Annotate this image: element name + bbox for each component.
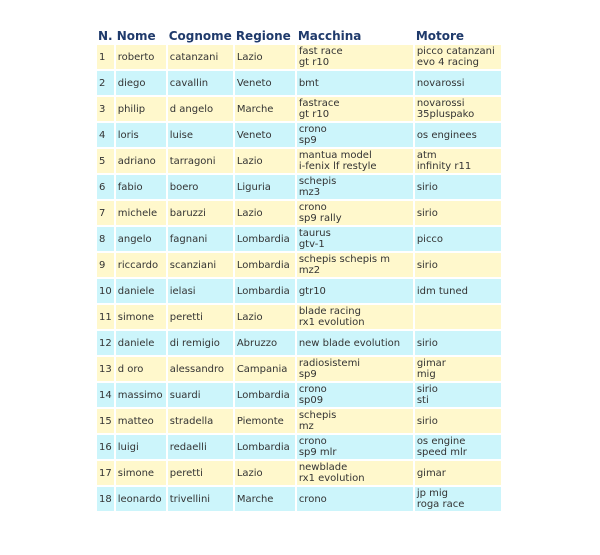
cell-number: 18 (97, 487, 114, 511)
cell-nome: adriano (116, 149, 166, 173)
cell-regione: Veneto (235, 123, 295, 147)
cell-motore-line: atm (416, 150, 437, 161)
cell-regione: Liguria (235, 175, 295, 199)
cell-motore-line: sirio (416, 259, 438, 271)
table-row (97, 123, 501, 147)
cell-cognome: stradella (168, 409, 233, 433)
cell-regione: Abruzzo (235, 331, 295, 355)
cell-motore (415, 487, 501, 511)
header-nome: Nome (116, 29, 156, 43)
cell-nome: d oro (116, 357, 166, 381)
cell-macchina-line: i-fenix lf restyle (298, 161, 377, 172)
cell-motore (415, 409, 501, 433)
cell-macchina (297, 149, 413, 173)
cell-cognome: tarragoni (168, 149, 233, 173)
participants-table (95, 26, 503, 513)
cell-cognome: scanziani (168, 253, 233, 277)
cell-macchina (297, 45, 413, 69)
cell-number: 11 (97, 305, 114, 329)
cell-cognome: redaelli (168, 435, 233, 459)
cell-nome: simone (116, 305, 166, 329)
cell-motore (415, 279, 501, 303)
cell-motore (415, 149, 501, 173)
cell-macchina-line: schepis (298, 176, 337, 187)
cell-regione: Campania (235, 357, 295, 381)
cell-macchina (297, 305, 413, 329)
cell-motore (415, 97, 501, 121)
table-header-row (97, 28, 501, 43)
cell-macchina-line: crono (298, 493, 327, 505)
cell-regione: Lombardia (235, 383, 295, 407)
cell-macchina-line: schepis schepis m (298, 254, 390, 265)
cell-regione: Marche (235, 97, 295, 121)
cell-motore (415, 461, 501, 485)
cell-motore (415, 123, 501, 147)
cell-number: 15 (97, 409, 114, 433)
cell-cognome: luise (168, 123, 233, 147)
cell-nome: fabio (116, 175, 166, 199)
cell-number: 13 (97, 357, 114, 381)
cell-motore (415, 253, 501, 277)
cell-macchina (297, 357, 413, 381)
cell-motore-line: os enginees (416, 129, 477, 141)
cell-macchina-line: taurus (298, 228, 331, 239)
cell-macchina-line: sp9 rally (298, 213, 342, 224)
cell-macchina (297, 487, 413, 511)
header-number: N. (98, 29, 113, 43)
cell-macchina-line: radiosistemi (298, 358, 361, 369)
cell-macchina-line: gt r10 (298, 57, 330, 68)
table-row (97, 357, 501, 381)
cell-number: 7 (97, 201, 114, 225)
cell-macchina-line: mz3 (298, 187, 321, 198)
cell-nome: michele (116, 201, 166, 225)
cell-macchina (297, 435, 413, 459)
cell-motore-line: sti (416, 395, 429, 406)
cell-macchina (297, 97, 413, 121)
cell-regione: Lombardia (235, 253, 295, 277)
cell-regione: Piemonte (235, 409, 295, 433)
cell-motore-line: speed mlr (416, 447, 467, 458)
cell-macchina-line: newblade (298, 462, 348, 473)
cell-macchina-line: schepis (298, 410, 337, 421)
cell-motore-line: idm tuned (416, 285, 468, 297)
cell-motore (415, 305, 501, 329)
cell-macchina-line: crono (298, 124, 327, 135)
table-row (97, 175, 501, 199)
cell-nome: daniele (116, 331, 166, 355)
cell-motore-line: picco catanzani (416, 46, 495, 57)
cell-macchina (297, 461, 413, 485)
cell-regione: Lazio (235, 305, 295, 329)
cell-number: 6 (97, 175, 114, 199)
cell-nome: luigi (116, 435, 166, 459)
cell-macchina-line: crono (298, 384, 327, 395)
cell-nome: roberto (116, 45, 166, 69)
cell-cognome: baruzzi (168, 201, 233, 225)
cell-macchina-line: mz (298, 421, 314, 432)
cell-motore (415, 175, 501, 199)
cell-number: 16 (97, 435, 114, 459)
cell-macchina-line: blade racing (298, 306, 361, 317)
cell-motore-line: evo 4 racing (416, 57, 479, 68)
header-cognome: Cognome (168, 29, 232, 43)
header-motore: Motore (415, 29, 465, 43)
cell-nome: leonardo (116, 487, 166, 511)
cell-motore-line: os engine (416, 436, 466, 447)
cell-cognome: catanzani (168, 45, 233, 69)
cell-macchina-line: mantua model (298, 150, 372, 161)
table-row (97, 409, 501, 433)
cell-number: 12 (97, 331, 114, 355)
cell-macchina (297, 175, 413, 199)
cell-nome: matteo (116, 409, 166, 433)
cell-cognome: alessandro (168, 357, 233, 381)
cell-motore-line: gimar (416, 467, 446, 479)
cell-motore (415, 45, 501, 69)
cell-macchina-line: gt r10 (298, 109, 330, 120)
cell-nome: massimo (116, 383, 166, 407)
cell-macchina-line: gtr10 (298, 285, 326, 297)
cell-macchina (297, 279, 413, 303)
cell-motore-line: roga race (416, 499, 465, 510)
cell-macchina-line: sp9 (298, 369, 317, 380)
cell-motore-line: mig (416, 369, 436, 380)
header-macchina: Macchina (297, 29, 362, 43)
cell-motore (415, 435, 501, 459)
cell-motore (415, 71, 501, 95)
cell-number: 9 (97, 253, 114, 277)
cell-motore-line: sirio (416, 207, 438, 219)
cell-motore (415, 331, 501, 355)
cell-nome: diego (116, 71, 166, 95)
cell-motore-line: infinity r11 (416, 161, 472, 172)
cell-cognome: ielasi (168, 279, 233, 303)
table-row (97, 331, 501, 355)
cell-cognome: peretti (168, 305, 233, 329)
cell-macchina-line: rx1 evolution (298, 317, 365, 328)
table-row (97, 383, 501, 407)
cell-motore-line: jp mig (416, 488, 448, 499)
cell-macchina (297, 383, 413, 407)
cell-macchina-line: crono (298, 436, 327, 447)
cell-motore-line: 35pluspako (416, 109, 475, 120)
cell-nome: riccardo (116, 253, 166, 277)
cell-motore-line: sirio (416, 415, 438, 427)
cell-number: 17 (97, 461, 114, 485)
cell-number: 2 (97, 71, 114, 95)
cell-number: 1 (97, 45, 114, 69)
cell-regione: Lazio (235, 461, 295, 485)
cell-nome: philip (116, 97, 166, 121)
cell-macchina-line: rx1 evolution (298, 473, 365, 484)
cell-macchina (297, 71, 413, 95)
cell-motore-line: sirio (416, 181, 438, 193)
cell-macchina-line: bmt (298, 77, 319, 89)
header-regione: Regione (235, 29, 291, 43)
cell-motore (415, 227, 501, 251)
cell-motore-line: sirio (416, 384, 438, 395)
cell-regione: Veneto (235, 71, 295, 95)
cell-macchina-line: sp9 mlr (298, 447, 337, 458)
cell-nome: loris (116, 123, 166, 147)
cell-macchina-line: fast race (298, 46, 343, 57)
cell-number: 14 (97, 383, 114, 407)
cell-macchina-line: crono (298, 202, 327, 213)
cell-motore-line: picco (416, 233, 444, 245)
cell-regione: Lombardia (235, 227, 295, 251)
cell-number: 10 (97, 279, 114, 303)
cell-regione: Lombardia (235, 435, 295, 459)
cell-macchina-line: gtv-1 (298, 239, 325, 250)
table-row (97, 253, 501, 277)
table-row (97, 279, 501, 303)
cell-cognome: cavallin (168, 71, 233, 95)
cell-macchina (297, 409, 413, 433)
cell-motore-line: gimar (416, 358, 446, 369)
cell-cognome: trivellini (168, 487, 233, 511)
cell-cognome: d angelo (168, 97, 233, 121)
cell-cognome: fagnani (168, 227, 233, 251)
cell-nome: daniele (116, 279, 166, 303)
participants-table-container (95, 26, 503, 513)
cell-number: 3 (97, 97, 114, 121)
cell-cognome: peretti (168, 461, 233, 485)
cell-number: 4 (97, 123, 114, 147)
table-row (97, 97, 501, 121)
table-row (97, 45, 501, 69)
cell-number: 8 (97, 227, 114, 251)
cell-motore-line: novarossi (416, 77, 465, 89)
table-body (97, 45, 501, 511)
cell-regione: Lombardia (235, 279, 295, 303)
cell-macchina-line: mz2 (298, 265, 321, 276)
cell-motore (415, 201, 501, 225)
cell-regione: Lazio (235, 149, 295, 173)
cell-motore (415, 383, 501, 407)
table-row (97, 149, 501, 173)
cell-macchina (297, 201, 413, 225)
cell-macchina (297, 123, 413, 147)
cell-macchina-line: sp9 (298, 135, 317, 146)
cell-macchina (297, 331, 413, 355)
table-row (97, 435, 501, 459)
cell-cognome: boero (168, 175, 233, 199)
cell-macchina (297, 227, 413, 251)
table-row (97, 201, 501, 225)
table-row (97, 71, 501, 95)
cell-nome: simone (116, 461, 166, 485)
cell-motore (415, 357, 501, 381)
cell-macchina-line: fastrace (298, 98, 340, 109)
table-row (97, 305, 501, 329)
cell-macchina-line: new blade evolution (298, 337, 401, 349)
cell-cognome: di remigio (168, 331, 233, 355)
cell-cognome: suardi (168, 383, 233, 407)
table-row (97, 487, 501, 511)
table-row (97, 461, 501, 485)
cell-motore-line: sirio (416, 337, 438, 349)
cell-number: 5 (97, 149, 114, 173)
table-row (97, 227, 501, 251)
cell-nome: angelo (116, 227, 166, 251)
cell-regione: Lazio (235, 45, 295, 69)
cell-macchina (297, 253, 413, 277)
cell-motore-line: novarossi (416, 98, 465, 109)
cell-regione: Marche (235, 487, 295, 511)
cell-macchina-line: sp09 (298, 395, 324, 406)
cell-regione: Lazio (235, 201, 295, 225)
